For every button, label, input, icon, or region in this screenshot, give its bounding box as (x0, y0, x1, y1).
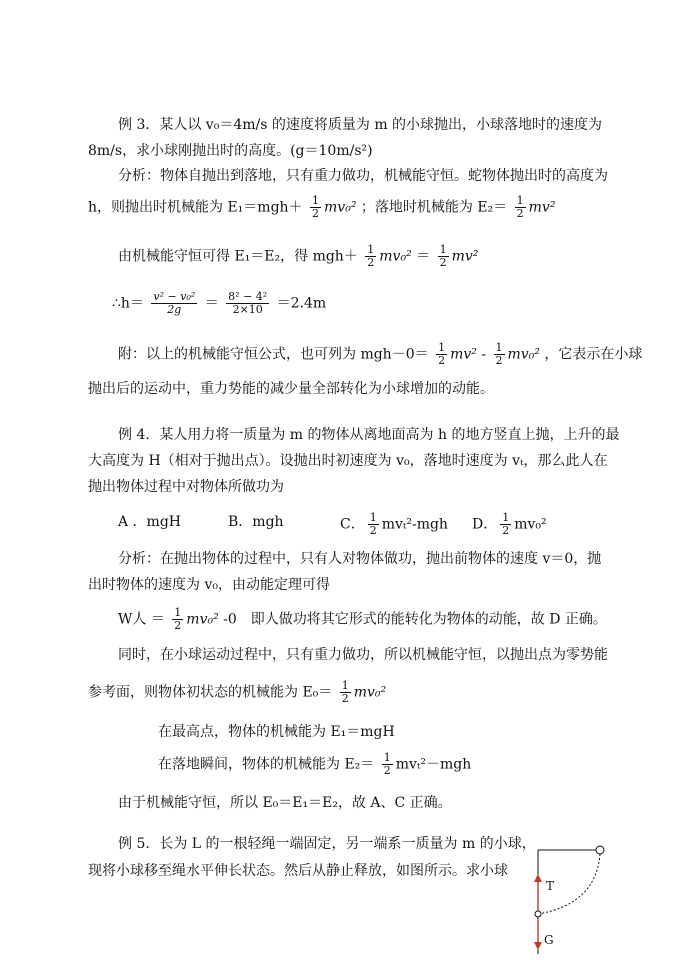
text-segment: C． (340, 516, 365, 533)
denominator: 2 (495, 354, 503, 367)
numerator: 1 (439, 243, 447, 256)
numerator: 1 (383, 751, 391, 764)
denominator: 2 (174, 619, 182, 632)
ball-start (596, 846, 604, 854)
fraction-half (438, 244, 449, 269)
fraction-half (515, 195, 526, 220)
label-g: G (544, 933, 554, 947)
option-a: A ．mgH (118, 514, 182, 530)
text-segment: W人 ＝ (118, 611, 165, 628)
ex4-line-7: 同时，在小球运动过程中，只有重力做功，所以机械能守恒，以抛出点为零势能 (118, 647, 608, 663)
text-segment: mv₀² (514, 516, 547, 533)
fraction-half (382, 752, 393, 777)
pendulum-figure (520, 838, 610, 960)
text-segment: 参考面，则物体初状态的机械能为 E₀＝ (88, 684, 333, 701)
numerator: 1 (367, 243, 375, 256)
formula-term: mv² (451, 248, 479, 265)
ex4-line-8 (88, 680, 386, 705)
label-t: T (546, 879, 555, 893)
text-segment: 附：以上的机械能守恒公式，也可列为 mgh－0＝ (118, 346, 429, 363)
denominator: 2 (438, 354, 446, 367)
text-segment: ＝ (204, 295, 219, 312)
ex4-line-6 (118, 607, 607, 632)
ex4-line-4: 分析：在抛出物体的过程中，只有人对物体做功，抛出前物体的速度 v＝0，抛 (118, 551, 602, 567)
ex5-line-2: 现将小球移至绳水平伸长状态。然后从静止释放，如图所示。求小球 (88, 863, 508, 879)
fraction-half (368, 512, 379, 537)
fraction-half (365, 244, 376, 269)
ex4-line-3: 抛出物体过程中对物体所做功为 (88, 479, 284, 495)
denominator: 2 (312, 207, 320, 220)
numerator: 1 (502, 511, 510, 524)
text-segment: ∴h＝ (112, 295, 144, 312)
formula-term: mv₀² (324, 199, 357, 216)
fraction-half (500, 512, 511, 537)
text-segment: - (476, 346, 491, 363)
numerator: 1 (438, 341, 446, 354)
pendulum-diagram (520, 838, 610, 956)
numerator: 1 (495, 341, 503, 354)
denominator: 2g (167, 303, 182, 316)
option-c (340, 512, 448, 537)
denominator: 2 (502, 524, 510, 537)
fraction-numeric (226, 291, 269, 316)
fraction-half (494, 342, 505, 367)
numerator: 1 (369, 511, 377, 524)
denominator: 2 (439, 256, 447, 269)
ex5-line-1: 例 5．长为 L 的一根轻绳一端固定，另一端系一质量为 m 的小球， (118, 836, 536, 852)
ex3-line-3: 分析：物体自抛出到落地，只有重力做功，机械能守恒。蛇物体抛出时的高度为 (118, 168, 608, 184)
ex3-line-7 (118, 342, 642, 367)
gravity-arrowhead (534, 942, 542, 950)
fraction-half (172, 607, 183, 632)
option-d (472, 512, 547, 537)
ex4-line-11: 由于机械能守恒，所以 E₀＝E₁＝E₂，故 A、C 正确。 (118, 795, 452, 811)
denominator: 2 (369, 524, 377, 537)
text-segment: ＝2.4m (276, 295, 327, 312)
formula-term: mv₀² (353, 684, 387, 701)
formula-term: mv² (450, 346, 477, 363)
formula-term: mv₀² (379, 248, 412, 265)
text-segment: ，它表示在小球 (544, 346, 643, 363)
ex3-line-5 (118, 244, 478, 269)
numerator: v² − v₀² (153, 290, 196, 303)
denominator: 2 (341, 692, 349, 705)
ex4-line-9: 在最高点，物体的机械能为 E₁＝mgH (158, 724, 395, 740)
text-segment: -0 即人做功将其它形式的能转化为物体的动能，故 D 正确。 (223, 611, 607, 628)
ex3-line-2: 8m/s，求小球刚抛出时的高度。(g＝10m/s²) (88, 143, 373, 159)
numerator: 8² − 4² (228, 290, 268, 303)
denominator: 2 (367, 256, 375, 269)
denominator: 2×10 (232, 303, 263, 316)
ex4-line-1: 例 4．某人用力将一质量为 m 的物体从离地面高为 h 的地方竖直上抛，上升的最 (118, 427, 620, 443)
formula-term: mv₀² (507, 346, 540, 363)
fraction-half (436, 342, 447, 367)
formula-term: mv₀² (186, 611, 219, 628)
text-segment: 由机械能守恒可得 E₁＝E₂，得 mgh＋ (118, 248, 358, 265)
denominator: 2 (516, 207, 524, 220)
text-segment: ＝ (416, 248, 431, 265)
text-segment: 在落地瞬间，物体的机械能为 E₂＝ (158, 756, 375, 773)
ex4-line-5: 出时物体的速度为 v₀，由动能定理可得 (88, 577, 330, 593)
ex4-line-2: 大高度为 H（相对于抛出点）。设抛出时初速度为 v₀，落地时速度为 vₜ，那么此人在 (88, 453, 608, 469)
fraction-half (340, 680, 351, 705)
ex3-line-1: 例 3．某人以 v₀＝4m/s 的速度将质量为 m 的小球抛出，小球落地时的速度为 (118, 117, 603, 133)
numerator: 1 (174, 606, 182, 619)
denominator: 2 (383, 764, 391, 777)
fraction-height (151, 291, 197, 316)
numerator: 1 (516, 194, 524, 207)
formula-term: mv² (528, 199, 556, 216)
ball-bottom (535, 911, 541, 917)
ex3-line-6 (112, 291, 326, 316)
text-segment: ；落地时机械能为 E₂＝ (360, 199, 508, 216)
text-segment: mvₜ²-mgh (381, 516, 448, 533)
fraction-half (310, 195, 321, 220)
text-segment: h，则抛出时机械能为 E₁＝mgh＋ (88, 199, 303, 216)
ex3-line-4 (88, 195, 555, 220)
text-segment: mvₜ²－mgh (395, 756, 472, 773)
tension-arrowhead (534, 874, 542, 882)
numerator: 1 (341, 679, 349, 692)
ex4-line-10 (158, 752, 471, 777)
text-segment: D． (472, 516, 498, 533)
numerator: 1 (312, 194, 320, 207)
ex3-line-8: 抛出后的运动中，重力势能的减少量全部转化为小球增加的动能。 (88, 381, 494, 397)
option-b: B．mgh (228, 514, 284, 530)
